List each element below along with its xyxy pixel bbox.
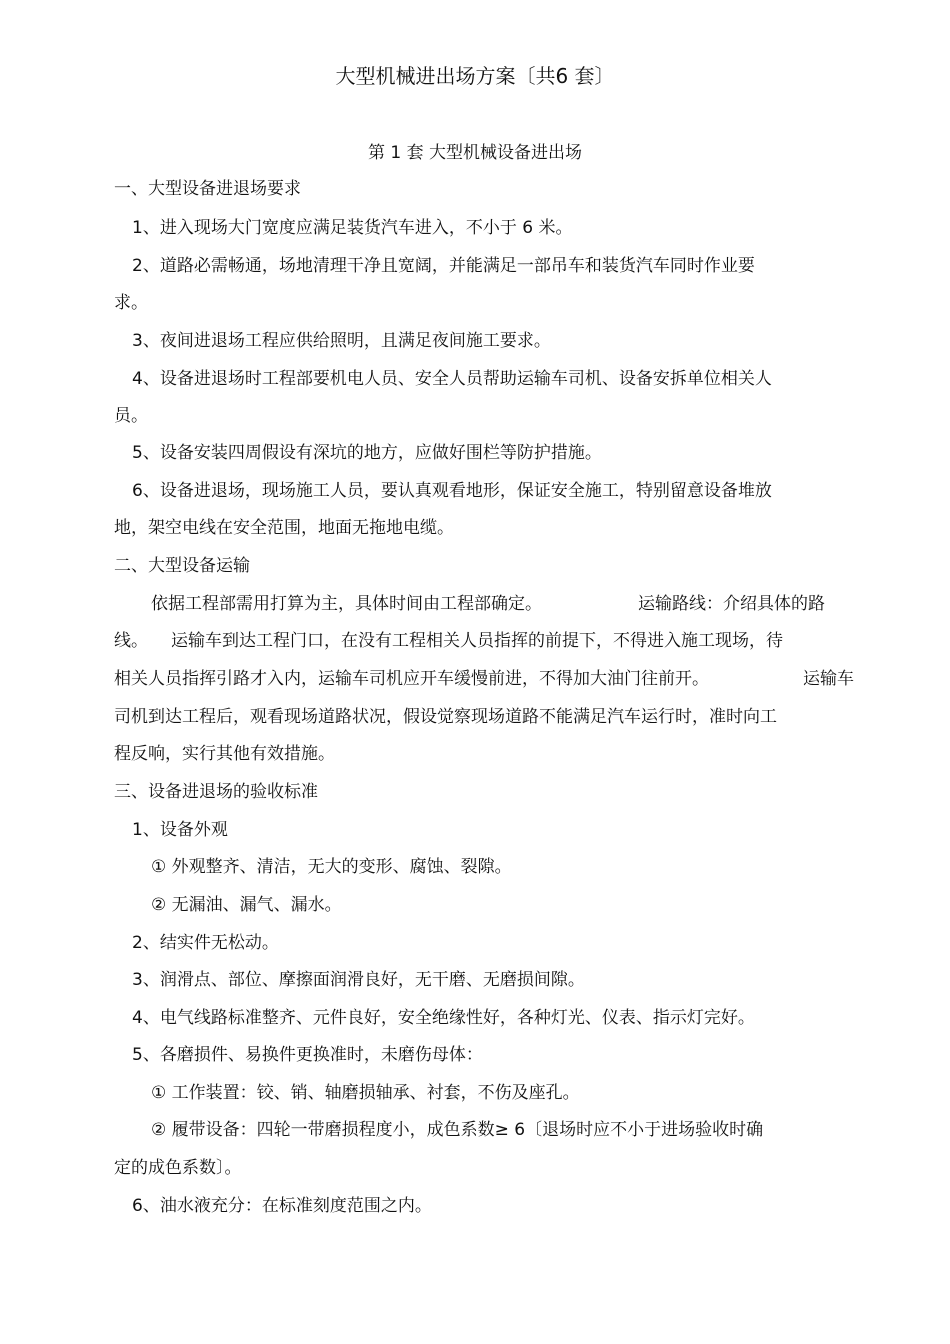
section3-item2: 2、结实件无松动。 xyxy=(132,933,279,953)
section3-item6: 6、油水液充分：在标准刻度范围之内。 xyxy=(132,1196,432,1216)
section1-item2-line1: 2、道路必需畅通，场地清理干净且宽阔，并能满足一部吊车和装货汽车同时作业要 xyxy=(132,256,755,276)
section3-item5: 5、各磨损件、易换件更换准时，未磨伤母体： xyxy=(132,1045,483,1065)
section1-item3: 3、夜间进退场工程应供给照明，且满足夜间施工要求。 xyxy=(132,331,551,351)
section3-item4: 4、电气线路标准整齐、元件良好，安全绝缘性好，各种灯光、仪表、指示灯完好。 xyxy=(132,1008,755,1028)
section2-para-line3a: 相关人员指挥引路才入内，运输车司机应开车缓慢前进，不得加大油门往前开。 xyxy=(114,669,709,689)
section2-para-line1b: 运输路线：介绍具体的路 xyxy=(638,594,825,614)
section3-item1-sub1: ① 外观整齐、清洁，无大的变形、腐蚀、裂隙。 xyxy=(151,857,512,877)
section1-item6-line2: 地，架空电线在安全范围，地面无拖地电缆。 xyxy=(114,518,454,538)
section2-heading: 二、大型设备运输 xyxy=(114,556,250,576)
section1-item2-line2: 求。 xyxy=(114,293,148,313)
section3-item1: 1、设备外观 xyxy=(132,820,228,840)
section3-item5-sub1: ① 工作装置：铰、销、轴磨损轴承、衬套，不伤及座孔。 xyxy=(151,1083,580,1103)
section3-item5-sub2-line1: ② 履带设备：四轮一带磨损程度小，成色系数≥ 6〔退场时应不小于进场验收时确 xyxy=(151,1120,764,1140)
section2-para-line1a: 依据工程部需用打算为主，具体时间由工程部确定。 xyxy=(151,594,542,614)
section3-item5-sub2-line2: 定的成色系数〕。 xyxy=(114,1158,242,1178)
section3-item1-sub2: ② 无漏油、漏气、漏水。 xyxy=(151,895,342,915)
section-subtitle: 第 1 套 大型机械设备进出场 xyxy=(367,143,583,163)
section1-item4-line1: 4、设备进退场时工程部要机电人员、安全人员帮助运输车司机、设备安拆单位相关人 xyxy=(132,369,772,389)
section2-para-line2a: 线。 xyxy=(114,631,148,651)
section1-item1: 1、进入现场大门宽度应满足装货汽车进入，不小于 6 米。 xyxy=(132,218,573,238)
section1-heading: 一、大型设备进退场要求 xyxy=(114,179,301,199)
section1-item5: 5、设备安装四周假设有深坑的地方，应做好围栏等防护措施。 xyxy=(132,443,602,463)
section1-item6-line1: 6、设备进退场，现场施工人员，要认真观看地形，保证安全施工，特别留意设备堆放 xyxy=(132,481,772,501)
section3-item3: 3、润滑点、部位、摩擦面润滑良好，无干磨、无磨损间隙。 xyxy=(132,970,585,990)
section3-heading: 三、设备进退场的验收标准 xyxy=(114,782,318,802)
page-title: 大型机械进出场方案〔共6 套〕 xyxy=(335,64,615,88)
section2-para-line2b: 运输车到达工程门口，在没有工程相关人员指挥的前提下，不得进入施工现场，待 xyxy=(171,631,783,651)
section1-item4-line2: 员。 xyxy=(114,406,148,426)
section2-para-line4: 司机到达工程后，观看现场道路状况，假设觉察现场道路不能满足汽车运行时，准时向工 xyxy=(114,707,777,727)
section2-para-line5: 程反响，实行其他有效措施。 xyxy=(114,744,335,764)
section2-para-line3b: 运输车 xyxy=(803,669,854,689)
